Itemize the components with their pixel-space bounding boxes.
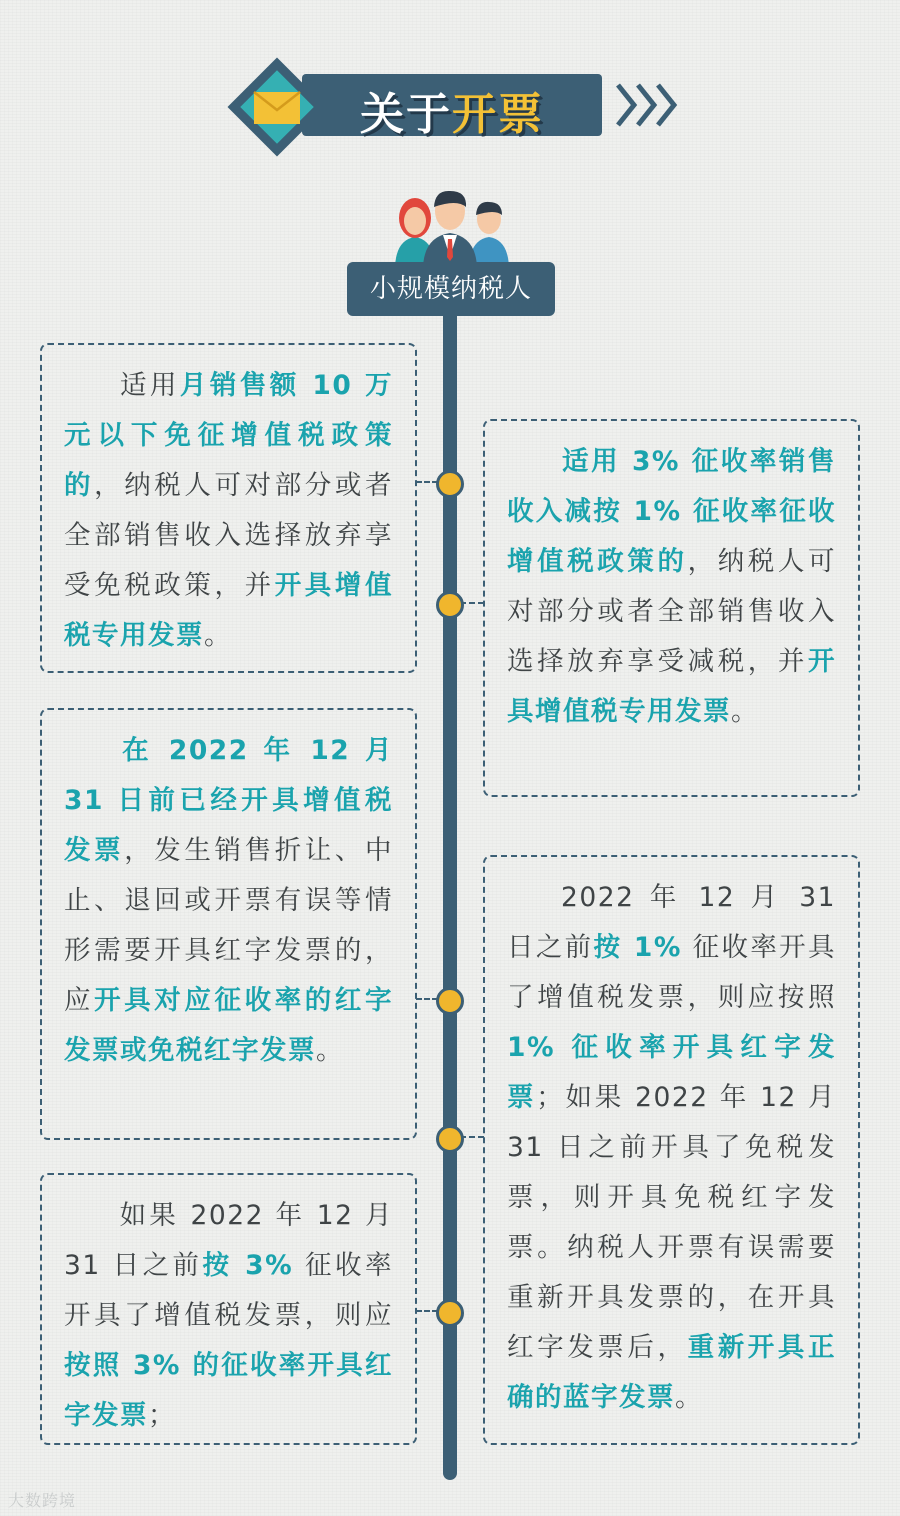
header-banner <box>222 52 692 162</box>
role-label: 小规模纳税人 <box>347 262 555 316</box>
highlight-text: 月销售额 10 万元以下免征增值税政策的 <box>64 370 393 501</box>
body-text: ； <box>148 1400 176 1431</box>
highlight-text: 按照 3% 的征收率开具红字发票 <box>64 1350 393 1431</box>
title-ribbon <box>302 74 602 140</box>
body-text: ，纳税人可对部分或者全部销售收入选择放弃享受免税政策，并 <box>64 470 394 601</box>
body-text: 2022 年 12 月 31 日之前 <box>507 882 836 963</box>
body-text: ，纳税人可对部分或者全部销售收入选择放弃享受减税，并 <box>507 546 837 677</box>
body-text: ；如果 2022 年 12 月 31 日之前开具了免税发票，则开具免税红字发票。纳税人开票有误需要重新开具发票的，在开具红字发票后， <box>507 1082 837 1363</box>
chevron-right-icon <box>654 82 678 128</box>
highlight-text: 开具增值税专用发票 <box>507 646 836 727</box>
info-card-reduced-rate <box>483 419 860 797</box>
body-text: 。 <box>731 696 759 727</box>
timeline-dot <box>436 1125 464 1153</box>
info-card-red-invoice-before-2022 <box>40 708 417 1140</box>
timeline-dot <box>436 591 464 619</box>
highlight-text: 开具增值税专用发票 <box>64 570 394 651</box>
highlight-text: 在 2022 年 12 月 31 日前已经开具增值税发票 <box>64 735 393 866</box>
timeline-dot <box>436 1299 464 1327</box>
body-text: 如果 2022 年 12 月 31 日之前 <box>64 1200 393 1281</box>
watermark: 大数跨境 <box>8 1491 77 1510</box>
highlight-text: 适用 3% 征收率销售收入减按 1% 征收率征收增值税政策的 <box>507 446 836 577</box>
body-text: 适用 <box>118 370 180 401</box>
highlight-text: 按 3% <box>202 1250 294 1281</box>
info-card-3-percent-red-invoice <box>40 1173 417 1445</box>
highlight-text: 1% 征收率开具红字发票 <box>507 1032 836 1113</box>
body-text: 。 <box>204 620 232 651</box>
body-text: 。 <box>316 1035 344 1066</box>
info-card-monthly-sales-exemption <box>40 343 417 673</box>
timeline-connector <box>416 481 438 483</box>
body-text: 征收率开具了增值税发票，则应按照 <box>507 932 837 1013</box>
timeline-dot <box>436 470 464 498</box>
timeline-connector <box>416 1310 438 1312</box>
timeline-dot <box>436 987 464 1015</box>
highlight-text: 按 1% <box>593 932 682 963</box>
highlight-text: 重新开具正确的蓝字发票 <box>507 1332 837 1413</box>
people-group-icon <box>385 185 515 270</box>
page-title: 关于开票 <box>360 89 544 140</box>
highlight-text: 开具对应征收率的红字发票或免税红字发票 <box>64 985 394 1066</box>
info-card-1-percent-red-invoice <box>483 855 860 1445</box>
timeline-connector <box>416 998 438 1000</box>
body-text: 征收率开具了增值税发票，则应 <box>64 1250 393 1331</box>
body-text: ，发生销售折让、中止、退回或开票有误等情形需要开具红字发票的，应 <box>64 835 394 1016</box>
envelope-icon <box>222 52 332 162</box>
body-text: 。 <box>675 1382 703 1413</box>
